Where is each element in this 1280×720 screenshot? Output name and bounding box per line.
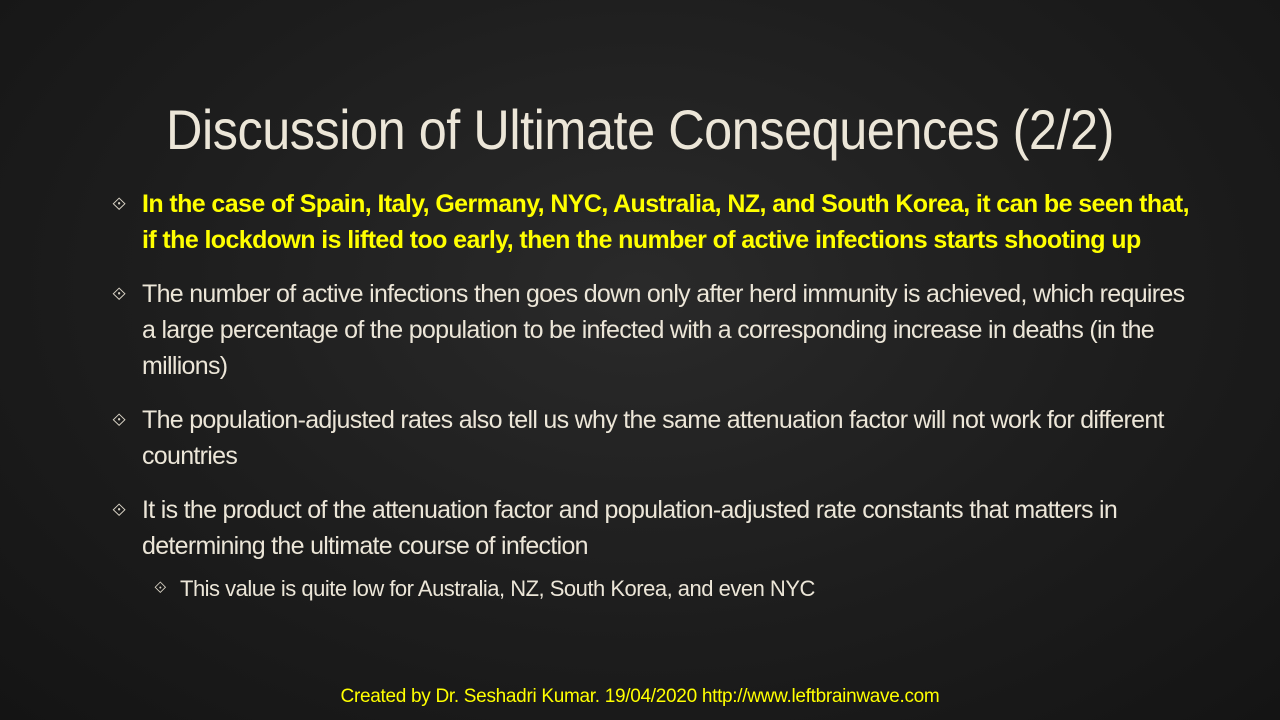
bullet-text: The number of active infections then goes down only after herd immunity is achieved, which requires a large percentage of the population to be infected with a corresponding increase in deaths (in the millions) <box>142 280 1185 380</box>
diamond-bullet-icon: ⟐ <box>112 194 127 214</box>
diamond-bullet-icon: ⟐ <box>112 284 127 304</box>
bullet-item-2 <box>112 276 1192 384</box>
diamond-bullet-icon: ⟐ <box>154 580 167 597</box>
bullet-list <box>112 186 1192 604</box>
bullet-text: In the case of Spain, Italy, Germany, NYC, Australia, NZ, and South Korea, it can be seen that, if the lockdown is lifted too early, then the number of active infections starts shooting up <box>142 190 1189 254</box>
bullet-item-1 <box>112 186 1192 258</box>
sub-bullet-item-1 <box>154 574 1192 604</box>
slide-title: Discussion of Ultimate Consequences (2/2) <box>165 98 1114 161</box>
footer-credit: Created by Dr. Seshadri Kumar. 19/04/2020 http://www.leftbrainwave.com <box>340 686 940 707</box>
diamond-bullet-icon: ⟐ <box>112 500 127 520</box>
bullet-text: It is the product of the attenuation factor and population-adjusted rate constants that matters in determining the ultimate course of infection <box>142 496 1118 560</box>
sub-bullet-text: This value is quite low for Australia, NZ, South Korea, and even NYC <box>180 576 815 601</box>
bullet-item-4 <box>112 492 1192 564</box>
bullet-item-3 <box>112 402 1192 474</box>
bullet-text: The population-adjusted rates also tell us why the same attenuation factor will not work for different countries <box>142 406 1164 470</box>
diamond-bullet-icon: ⟐ <box>112 410 127 430</box>
